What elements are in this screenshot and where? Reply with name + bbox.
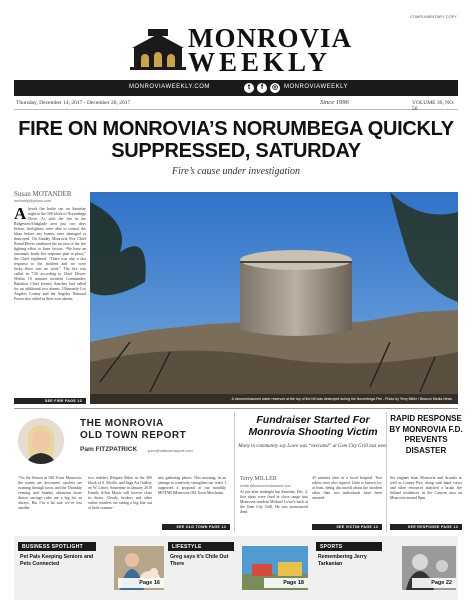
facebook-icon[interactable]: f: [257, 83, 267, 93]
lead-photo[interactable]: [90, 192, 458, 404]
volume-number: VOLUME 30, NO. 50: [412, 100, 455, 112]
promo-page[interactable]: Page 18: [264, 578, 308, 588]
promo-label: LIFESTYLE: [168, 542, 234, 551]
lead-headline[interactable]: FIRE ON MONROVIA’S NORUMBEGA QUICKLY SUPPRESSED, SATURDAY: [18, 118, 454, 162]
masthead-name-line1: MONROVIA: [188, 23, 352, 53]
fundraiser-headline[interactable]: Fundraiser Started For Monrovia Shooting Victim: [248, 414, 378, 438]
promo-band: [14, 536, 458, 600]
masthead-name-line2: WEEKLY: [188, 47, 332, 77]
photo-caption: A decommissioned water reservoir at the top of the hill was destroyed during the Norumbega Fire - Photo by Terry Miller / Beacon Media News: [90, 394, 458, 404]
see-old-town-link[interactable]: SEE OLD TOWN PAGE 14: [162, 524, 230, 530]
promo-label: BUSINESS SPOTLIGHT: [18, 542, 96, 551]
fundraiser-subhead: Many in community say Lowe was “executed” at Gem City Grill last week: [238, 444, 388, 449]
old-town-col-3: nity gathering places. This morning, in an attempt to creatively strengthen our retail, I supported a proposal at our monthly MOTAB (Monrovia Old Town Merchants: [158, 476, 226, 495]
column-divider-2: [386, 412, 387, 532]
promo-text: Remembering Jerry Tarkanian: [318, 554, 367, 567]
promo-text: Greg says it’s Chile Out There: [170, 554, 229, 567]
drop-cap: A: [14, 207, 27, 223]
nav-bar: [14, 80, 458, 96]
see-victim-link[interactable]: SEE VICTIM PAGE 14: [312, 524, 382, 530]
promo-sports[interactable]: [316, 542, 456, 596]
instagram-icon[interactable]: ◎: [271, 84, 279, 91]
since-year: Since 1996: [320, 99, 349, 106]
section-divider: [14, 408, 458, 409]
old-town-title-line2: OLD TOWN REPORT: [80, 430, 187, 441]
see-response-link[interactable]: SEE RESPONSE PAGE 14: [390, 524, 462, 530]
lead-author-email: mnhwkly@yahoo.com: [14, 199, 52, 203]
old-town-col-2: two retailers (Empire Bikes in the 400 block of S. Myrtle, and Saga Art Gallery on W. Lime). Sometime in January 2018 Family Affair Music will forever close its doors. Clearly, brokers and other online retailers are taking a big bite out of little commu-: [88, 476, 152, 510]
promo-page[interactable]: Page 16: [118, 578, 164, 588]
old-town-email[interactable]: pam@oldtownreport.com: [148, 448, 193, 453]
website-link[interactable]: MONROVIAWEEKLY.COM: [129, 84, 210, 90]
columnist-photo: [18, 418, 64, 464]
fundraiser-author: Terry MILLER: [240, 476, 277, 482]
dateline: [14, 99, 458, 110]
rapid-response-headline[interactable]: RAPID RESPONSE BY MONROVIA F.D. PREVENTS DISASTER: [389, 414, 463, 455]
rapid-response-body: Six engines from Monrovia and Arcadia as well as County Fire, along with hand crews and other resources attacked a brush fire behind residences in the Canyon area on Monrovia around 8pm.: [390, 476, 462, 500]
column-divider: [234, 412, 235, 532]
see-fire-link[interactable]: SEE FIRE PAGE 13: [14, 398, 86, 404]
old-town-title-line1: THE MONROVIA: [80, 418, 164, 429]
issue-dates: Thursday, December 14, 2017 - December 20, 2017: [16, 100, 131, 106]
lead-story-body: [14, 207, 86, 395]
promo-business[interactable]: [18, 542, 164, 596]
social-handle[interactable]: MONROVIAWEEKLY: [284, 84, 349, 90]
lead-subhead: Fire’s cause under investigation: [171, 166, 301, 177]
lead-author: Susan MOTANDER: [14, 190, 72, 198]
promo-page[interactable]: Page 22: [412, 578, 456, 588]
old-town-report-title[interactable]: [80, 418, 228, 442]
fundraiser-col-1: At just after midnight last Saturday, Dec. 2, five shots were fired at close range into Monrovia resident Michael Lowe’s back at the Gem City Grill. He was pronounced dead: [240, 490, 308, 514]
fire-reservoir-photo: [90, 192, 458, 404]
columnist-avatar: [18, 418, 64, 464]
masthead-logo[interactable]: [128, 22, 354, 77]
twitter-icon[interactable]: t: [244, 83, 254, 93]
fundraiser-email: tmiller@beaconmedianews.com: [240, 484, 291, 488]
old-town-col-1: “Tis the Season in Old Town Monrovia; the streets are decorated, carolers are roaming through town, and the Thursday evening and Sunday afternoon horse drawn carriage rides are a big hit, as always. But I’m a bit sad: we’ve lost another: [18, 476, 82, 510]
library-building-icon: [128, 26, 188, 70]
fundraiser-col-2: 45 minutes later in a local hospital. Two others were also injured. Little is known (or, at least, being discussed) about the incident other than two individuals have been arrested: [312, 476, 382, 500]
promo-label: SPORTS: [316, 542, 382, 551]
complimentary-copy-label: COMPLIMENTARY COPY: [410, 14, 457, 19]
promo-text: Pet Pals Keeping Seniors and Pets Connected: [20, 554, 94, 567]
lead-story-text: brush fire broke out on Saturday night in the 500 block of Norumbega Drive. As with the fire in the Ridgeview/Oakglade area just two days before, firefighters were able to control the blaze before any homes were damaged or destroyed. On Sunday Monrovia Fire Chief Brand Dewer attributed the success of the fire fighting effort to three factors. “We have an automatic brush fire response plan in place,” the Chief explained. “There was also a fast response to the incident and we were lucky...there was no wind.” The fire was called in 7:56 according to Chief Dewer. Within 10 minutes incident Commander, Battalion Chief Jeremy Sanchez had called for an additional two alarms. Ultimately Los Angeles County and the Angeles National Forest also called in their own alarms.: [14, 207, 86, 301]
promo-lifestyle[interactable]: [168, 542, 312, 596]
old-town-author: Pam FITZPATRICK: [80, 446, 138, 453]
